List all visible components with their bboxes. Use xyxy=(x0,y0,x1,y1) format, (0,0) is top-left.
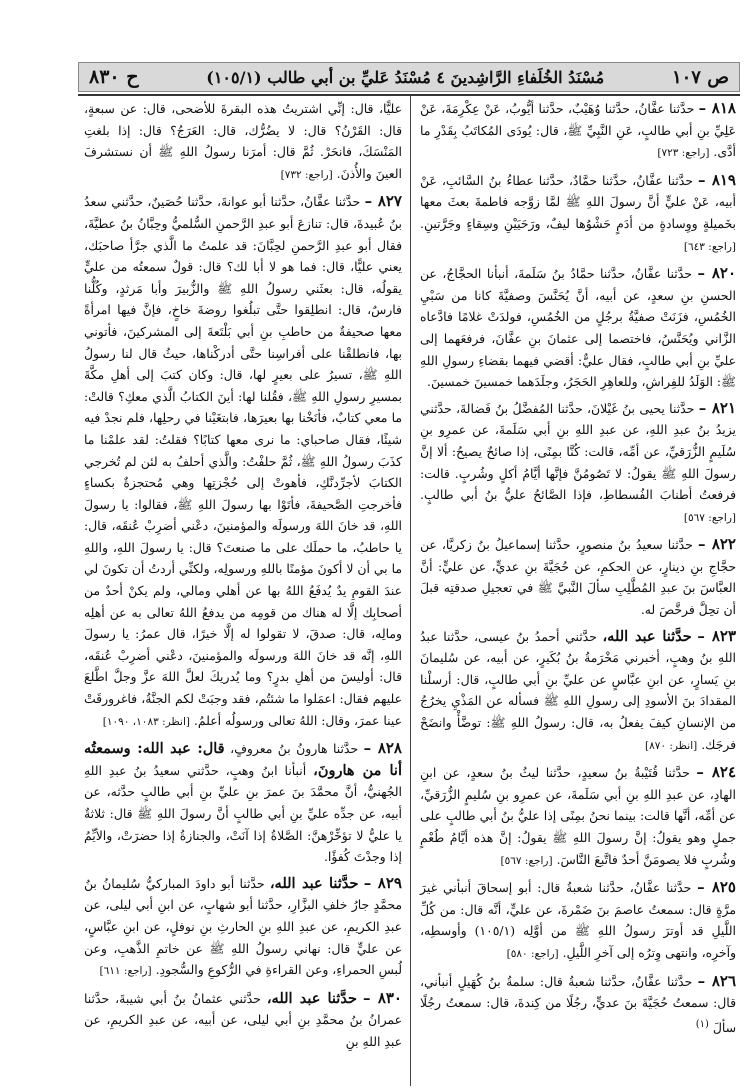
header-rule xyxy=(78,94,740,96)
page-number: ص ١٠٧ xyxy=(671,66,729,88)
hadith-826: ٨٢٦ – حدَّثنا عفَّانُ، حدَّثنا شعبةُ قال: سلمةُ بنُ كُهَيلٍ أنبأني، قال: سمعتُ حُجَيَّةَ بنَ عديٍّ، رجُلًا من كِندةَ، قال: سمعتُ رجُلًا سألَ $^{(١)}$ xyxy=(420,971,736,1035)
running-title: مُسْنَدُ الخُلَفاءِ الرَّاشِدينَ ٤ مُسْنَدُ عَليِّ بن أبي طالب (١٠٥/١) xyxy=(206,67,605,87)
hadith-818: ٨١٨ – حدَّثنا عفَّانُ، حدَّثنا وُهَيْبٌ، حدَّثنا أيُّوبُ، عَنْ عِكْرِمَةَ، عَنْ عَلِيِّ بنِ أبي طالبٍ، عَنِ النَّبِيِّ ﷺ، قال: يُودَى المُكاتَبُ بِقَدْرِ ما أدَّى. [راجع: ٧٢٣] xyxy=(420,99,736,160)
hadith-828: ٨٢٨ – حدَّثنا هارونُ بنُ معروفٍ، قال: عبد الله: وسمعتُه أنا من هارونَ، أنبأنا ابنُ وهبٍ، حدَّثني سعيدُ بنُ عبدِ اللهِ الجُهنيُّ، أنَّ محمَّدَ بنَ عمرَ بنِ عليِّ بنِ أبي طالبٍ حدَّثه، عن أبيه، عن جدِّه عليِّ بنِ أبي طالبٍ أنَّ رسولَ اللهِ ﷺ قال: ثلاثةٌ يا عليُّ لا تؤخِّرْهنَّ: الصَّلاةُ إذا آنَتْ، والجنازةُ إذا حضرَتْ، والأيِّمُ إذا وجدْتَ كُفؤًا. xyxy=(84,739,402,865)
hadith-823: ٨٢٣ – حدَّثنا عبد الله، حدَّثني أحمدُ بنُ عيسى، حدَّثنا عبدُ اللهِ بنُ وهبٍ، أخبرني مَخْرَمةُ بنُ بُكَيرٍ، عن أبيه، عن سُليمانَ بنِ يَسارٍ، عن ابنِ عبَّاسٍ عن عليِّ بنِ أبي طالبٍ، قال: أرسلْنا المقدادَ بنَ الأسودِ إلى رسولِ اللهِ ﷺ فسأله عن المَذْيِ يخرُجُ من الإنسانِ كيفَ يفعلُ به، قال: رسولُ اللهِ ﷺ: توضَّأْ وانضَحْ فرجَك. [انظر: ٨٧٠] xyxy=(420,626,736,752)
hadith-825: ٨٢٥ – حدَّثنا عفَّانُ، حدَّثنا شعبةُ قال: أبو إسحاقَ أنبأني غيرَ مرَّةٍ قال: سمعتُ عاصمَ بنَ ضَمْرةَ، عن عليٍّ، أنَّه قال: من كُلِّ اللَّيلِ قد أوترَ رسولُ اللهِ ﷺ من أوَّلِه (١٠٥/١) وأوسطِه، وآخرِه، وانتهى وِترُه إلى آخرِ اللَّيلِ. [راجع: ٥٨٠] xyxy=(420,878,736,960)
hadith-822: ٨٢٢ – حدَّثنا سعيدُ بنُ منصورٍ، حدَّثنا إسماعيلُ بنُ زكريَّا، عن حجَّاجِ بنِ دينارٍ، عن الحكمِ، عن حُجَيَّةَ بنِ عديٍّ، عن عليٍّ: أنَّ العبَّاسَ بنَ عبدِ المُطَّلِبِ سألَ النَّبيَّ ﷺ في تعجيلِ صدقتِه قبلَ أن تحِلَّ فرخَّصَ له. xyxy=(420,535,736,618)
hadith-820: ٨٢٠ – حدَّثنا عفَّانُ، حدَّثنا حمَّادُ بنُ سَلَمةَ، أنبأنا الحجَّاجُ، عن الحسنِ بنِ سعدٍ، عن أبيه، أنَّ يُحَنَّسَ وصفيَّةَ كانا من سَبْيِ الخُمُسِ، فزَنَتْ صفيَّةُ برجُلٍ من الخُمُسِ، فولدَتْ غلامًا فادَّعاه الزَّاني ويُحَنَّسُ، فاختصما إلى عثمانَ بنِ عفَّانَ، فرفعَهما إلى عليِّ بنِ أبي طالبٍ، فقال عليٌّ: أقضي فيهما بقضاءِ رسولِ اللهِ ﷺ: الوَلَدُ للفِراشِ، وللعاهِرِ الحَجَرُ، وجلَدَهما خمسينَ خمسينَ. xyxy=(420,264,736,390)
hadith-824: ٨٢٤ – حدَّثنا قُتَيْبةُ بنُ سعيدٍ، حدَّثنا ليثُ بنُ سعدٍ، عن ابنِ الهادِ، عن عبدِ اللهِ بنِ أبي سَلَمةَ، عن عمرِو بنِ سُليمٍ الزُّرَقيِّ، عن أمِّه، أنَّها قالت: بينما نحنُ بمِنًى إذا عليُّ بنُ أبي طالبٍ على جملٍ وهو يقولُ: إنَّ رسولَ اللهِ ﷺ يقولُ: إنَّ هذه أيَّامُ طُعْمٍ وشُربٍ فلا يصومَنَّ أحدٌ فاتَّبعَ النَّاسَ. [راجع: ٥٦٧] xyxy=(420,763,736,867)
hadith-829: ٨٢٩ – حدَّثنا عبد الله، حدَّثنا أبو داودَ المباركيُّ سُليمانُ بنُ محمَّدٍ جارُ خلفِ البزَّارِ، حدَّثنا أبو شهابٍ، عن ابنِ أبي ليلى، عن عبدِ الكريمِ، عن عبدِ اللهِ بنِ الحارثِ بنِ نوفلٍ، عن ابنِ عبَّاسٍ، عن عليٍّ قال: نهاني رسولُ اللهِ ﷺ عن خاتمِ الذَّهبِ، وعن لُبسِ الحمراءِ، وعن القراءةِ في الرُّكوعِ والسُّجودِ. [راجع: ٦١١] xyxy=(84,873,402,978)
hadith-821: ٨٢١ – حدَّثنا يحيى بنُ غَيْلانَ، حدَّثنا المُفضَّلُ بنُ فَضالةَ، حدَّثني يزيدُ بنُ عبدِ اللهِ، عن عبدِ اللهِ بنِ أبي سَلَمةَ، عن عمرِو بنِ سُلَيمٍ الزُّرَقيِّ، عن أمِّه، قالت: كُنَّا بمِنًى، إذا صائحٌ يصيحُ: ألا إنَّ رسولَ اللهِ ﷺ يقولُ: لا تَصُومُنَّ فإنَّها أيَّامُ أكلٍ وشُربٍ. قالت: فرفعتُ أطنابَ الفُسطاطِ، فإذا الصَّائحُ عليُّ بنُ أبي طالبٍ. [راجع: ٥٦٧] xyxy=(420,398,736,524)
right-column xyxy=(420,98,736,1043)
hadith-819: ٨١٩ – حدَّثنا عفَّانُ، حدَّثنا حمَّادٌ، حدَّثنا عطاءُ بنُ السَّائبِ، عَنْ أبيه، عَنْ عليٍّ أنَّ رسولَ اللهِ ﷺ لمَّا زوَّجه فاطمةَ بعثَ معها بخَميلةٍ ووِسادةٍ من أدَمٍ حَشْوُها ليفٌ، ورَحَيَيْنِ وسِقاءٍ وجَرَّتينِ. [راجع: ٦٤٣] xyxy=(420,170,736,253)
hadith-830: ٨٣٠ – حدَّثنا عبد الله، حدَّثني عثمانُ بنُ أبي شيبةَ، حدَّثنا عمرانُ بنُ محمَّدِ بنِ أبي ليلى، عن أبيه، عن عبدِ الكريمِ، عن عبدِ اللهِ بنِ xyxy=(84,988,402,1049)
left-column xyxy=(84,98,402,1058)
hadith-range-number: ح ٨٣٠ xyxy=(89,66,139,88)
running-header xyxy=(78,62,740,92)
column-divider xyxy=(410,96,411,1086)
footnote-marker: (١) xyxy=(695,1018,709,1030)
hadith-826-continued: عليًّا، قال: إنِّي اشتريتُ هذه البقرةَ للأضحى، قال: عن سبعةٍ، قال: القَرْنُ؟ قال: لا يضُرُّك، قال: العَرَجُ؟ قال: إذا بلغتِ المَنْسَكَ، فانحَرْ. ثُمَّ قال: أمرَنا رسولُ اللهِ ﷺ أن نستشرفَ العينَ والأُذنَ. [راجع: ٧٣٢] xyxy=(84,101,402,181)
hadith-827: ٨٢٧ – حدَّثنا عفَّانُ، حدَّثنا أبو عوانةَ، حدَّثنا حُصَينٌ، حدَّثني سعدُ بنُ عُبيدةَ، قال: تنازعَ أبو عبدِ الرَّحمنِ السُّلميُّ وحِبَّانُ بنُ عطيَّةَ، فقال أبو عبدِ الرَّحمنِ لحِبَّانَ: قد علمتُ ما الَّذي جرَّأ صاحبَك، يعني عليًّا، قال: فما هو لا أبا لك؟ قال: قولٌ سمعتُه من عليٍّ يقولُه، قال: بعثَني رسولُ اللهِ ﷺ والزُّبيرَ وأبا مَرثدٍ، وكُلُّنا فارسٌ، قال: انطلِقوا حتَّى تبلُغوا روضةَ خاخٍ، فإنَّ فيها امرأةً معها صحيفةٌ من حاطبِ بنِ أبي بَلْتَعةَ إلى المشركينَ، فأتوني بها، فانطلقْنا على أفراسِنا حتَّى أدركْناها، حيثُ قال لنا رسولُ اللهِ ﷺ، تسيرُ على بعيرٍ لها، قال: وكان كتبَ إلى أهلِ مكَّةَ بمسيرِ رسولِ اللهِ ﷺ، فقُلنا لها: أينَ الكتابُ الَّذي معكِ؟ قالتْ: ما معي كتابٌ، فأنَخْنا بها بعيرَها، فابتغَيْنا في رحلِها، فلم نجدْ فيه شيئًا، فقال صاحباي: ما نرى معها كتابًا؟ فقلتُ: لقد علمْنا ما كذَبَ رسولُ اللهِ ﷺ، ثُمَّ حلفْتُ: والَّذي أحلفُ به لئن لم تُخرجي الكتابَ لأجرِّدنَّكِ، فأهوتْ إلى حُجْزتِها وهي مُحتجزةٌ بكساءٍ فأخرجتِ الصَّحيفةَ، فأتَوْا بها رسولَ اللهِ ﷺ، فقالوا: يا رسولَ اللهِ، قد خانَ اللهَ ورسولَه والمؤمنينَ، دعْني أضرِبْ عُنقَه، قال: يا حاطبُ، ما حملَك على ما صنعتَ؟ قال: يا رسولَ اللهِ، واللهِ ما بي أن لا أكونَ مؤمنًا باللهِ ورسولِه، ولكنِّي أردتُ أن تكونَ لي عندَ القومِ يدٌ يُدفَعُ اللهُ بها عن أهلي ومالي، ولم يكنْ أحدٌ من أصحابِك إلَّا له هناك من قومِه من يدفعُ اللهُ تعالى به عن أهلِه ومالِه، قال: صدقَ، لا تقولوا له إلَّا خيرًا، قال عمرُ: يا رسولَ اللهِ، إنَّه قد خانَ اللهَ ورسولَه والمؤمنينَ، دعْني أضرِبْ عُنقَه، قال: أوليسَ من أهلِ بدرٍ؟ وما يُدريكَ لعلَّ اللهَ عزَّ وجلَّ اطَّلعَ عليهم فقال: اعمَلوا ما شئتُم، فقد وجبَتْ لكم الجنَّةُ، فاغرورقَتْ عينا عمرَ، وقال: اللهُ تعالى ورسولُه أعلمُ. [انظر: ١٠٨٣، ١٠٩٠] xyxy=(84,192,402,728)
